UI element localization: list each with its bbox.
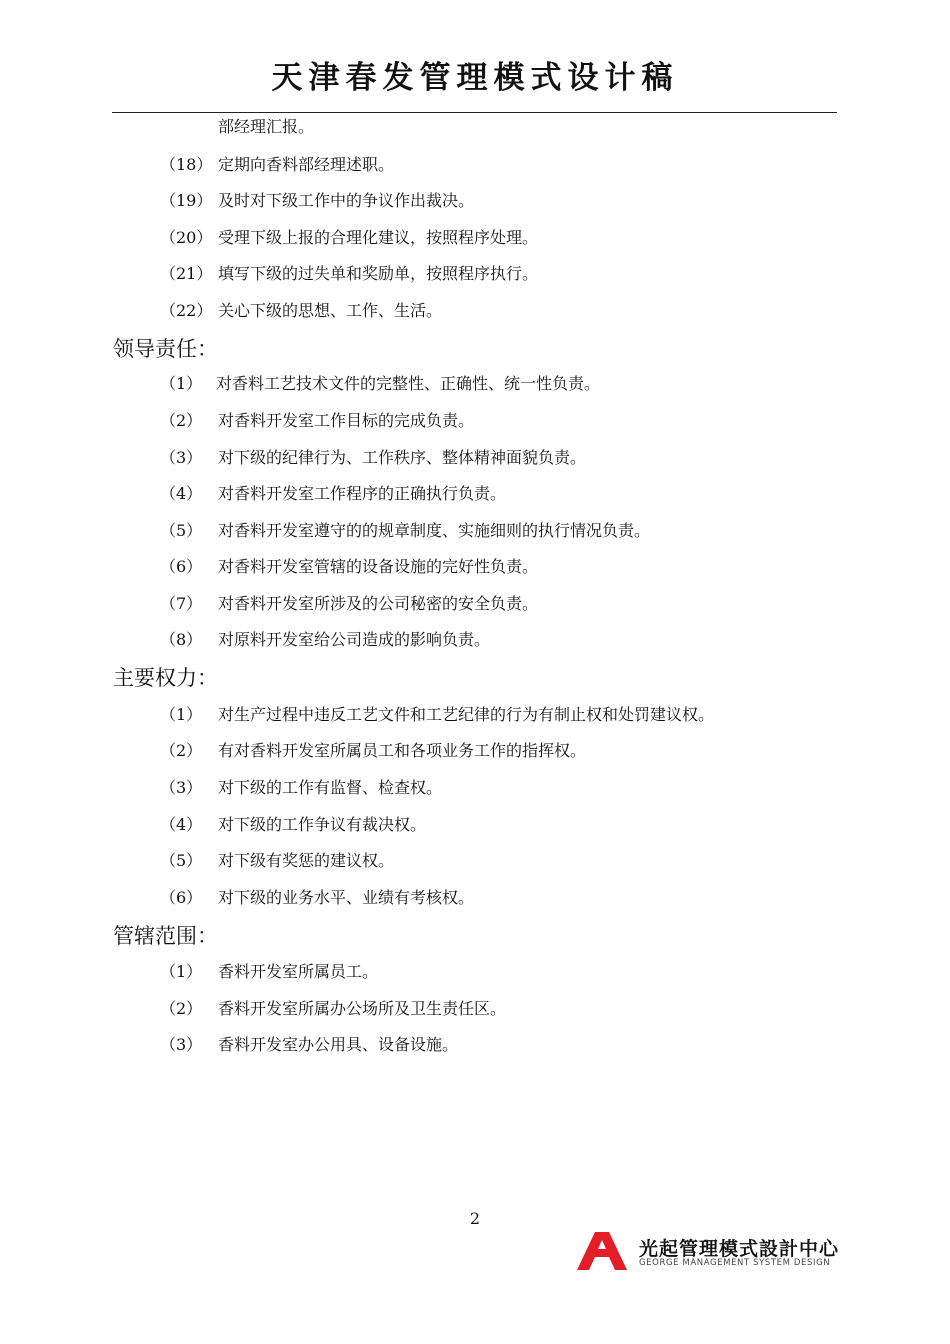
continuation-line: 部经理汇报。	[218, 117, 315, 136]
item-number: （3）	[160, 778, 203, 797]
company-logo	[575, 1228, 840, 1272]
item-text: 对原料开发室给公司造成的影响负责。	[218, 630, 491, 649]
page-number: 2	[469, 1209, 481, 1228]
item-text: 对下级的纪律行为、工作秩序、整体精神面貌负责。	[218, 448, 587, 467]
item-text: 定期向香料部经理述职。	[218, 155, 395, 174]
item-number: （22）	[160, 301, 213, 320]
item-text: 对香料工艺技术文件的完整性、正确性、统一性负责。	[216, 374, 601, 393]
item-number: （2）	[160, 411, 203, 430]
item-number: （20）	[160, 228, 213, 247]
logo-a-icon	[575, 1230, 627, 1270]
item-text: 填写下级的过失单和奖励单，按照程序执行。	[218, 264, 539, 283]
item-text: 对香料开发室管辖的设备设施的完好性负责。	[218, 557, 539, 576]
item-text: 香料开发室办公用具、设备设施。	[218, 1035, 459, 1054]
item-text: 对下级的工作有监督、检查权。	[218, 778, 443, 797]
logo-english-name: GEORGE MANAGEMENT SYSTEM DESIGN	[639, 1258, 831, 1268]
item-number: （2）	[160, 999, 203, 1018]
logo-chinese-name: 光起管理模式設計中心	[639, 1238, 840, 1260]
item-number: （21）	[160, 264, 213, 283]
item-text: 对下级的工作争议有裁决权。	[218, 815, 427, 834]
item-text: 对生产过程中违反工艺文件和工艺纪律的行为有制止权和处罚建议权。	[218, 705, 715, 724]
item-text: 受理下级上报的合理化建议，按照程序处理。	[218, 228, 539, 247]
item-number: （4）	[160, 815, 203, 834]
item-number: （6）	[160, 888, 203, 907]
item-number: （3）	[160, 448, 203, 467]
item-text: 对香料开发室工作目标的完成负责。	[218, 411, 475, 430]
item-number: （5）	[160, 521, 203, 540]
page-title: 天津春发管理模式设计稿	[271, 60, 679, 96]
item-text: 对香料开发室遵守的的规章制度、实施细则的执行情况负责。	[218, 521, 651, 540]
item-number: （1）	[160, 962, 203, 981]
item-text: 对下级有奖惩的建议权。	[218, 851, 395, 870]
item-number: （8）	[160, 630, 203, 649]
item-text: 有对香料开发室所属员工和各项业务工作的指挥权。	[218, 741, 587, 760]
item-text: 及时对下级工作中的争议作出裁决。	[218, 191, 475, 210]
item-text: 对下级的业务水平、业绩有考核权。	[218, 888, 475, 907]
item-text: 香料开发室所属办公场所及卫生责任区。	[218, 999, 507, 1018]
section-heading-powers: 主要权力：	[113, 666, 218, 690]
item-text: 对香料开发室所涉及的公司秘密的安全负责。	[218, 594, 539, 613]
item-number: （19）	[160, 191, 213, 210]
item-number: （5）	[160, 851, 203, 870]
item-text: 关心下级的思想、工作、生活。	[218, 301, 443, 320]
item-number: （1）	[160, 374, 203, 393]
header-rule	[112, 112, 837, 113]
section-heading-scope: 管辖范围：	[113, 924, 218, 948]
item-number: （4）	[160, 484, 203, 503]
item-number: （3）	[160, 1035, 203, 1054]
item-text: 香料开发室所属员工。	[218, 962, 379, 981]
item-text: 对香料开发室工作程序的正确执行负责。	[218, 484, 507, 503]
item-number: （7）	[160, 594, 203, 613]
section-heading-leadership: 领导责任：	[113, 337, 218, 361]
item-number: （18）	[160, 155, 213, 174]
item-number: （1）	[160, 705, 203, 724]
item-number: （6）	[160, 557, 203, 576]
item-number: （2）	[160, 741, 203, 760]
